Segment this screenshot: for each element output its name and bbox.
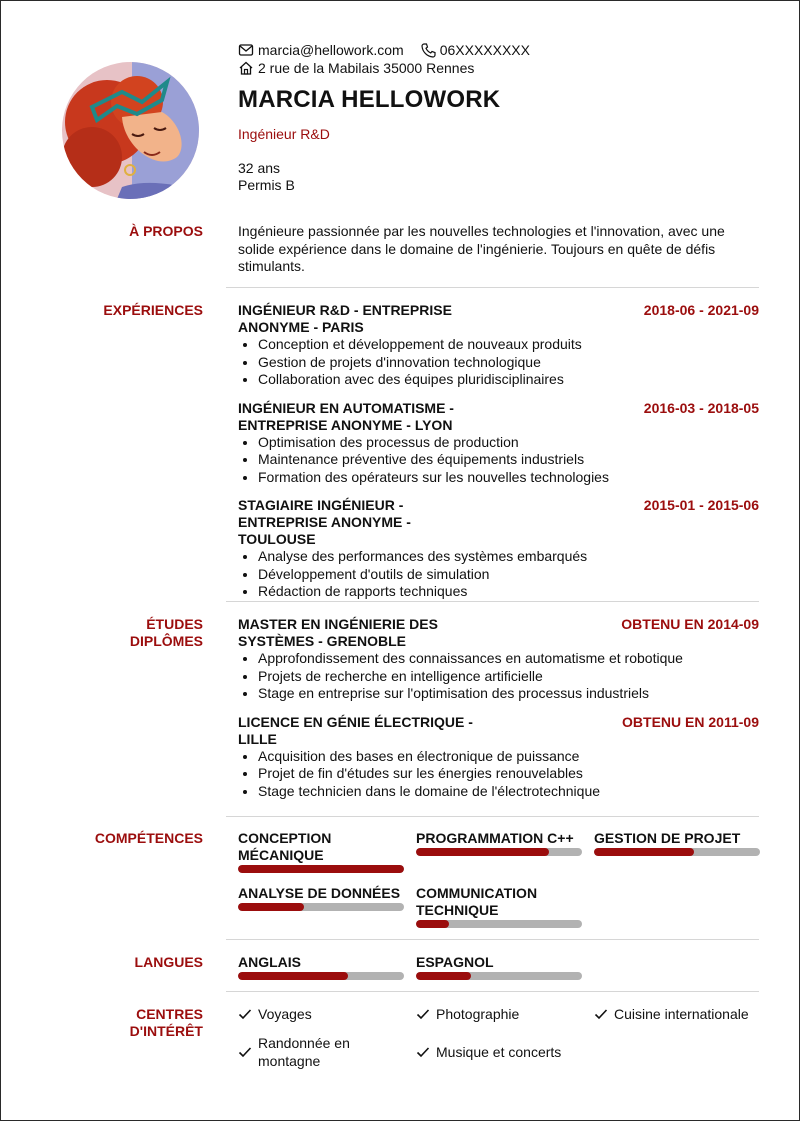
list-item: • Projets de recherche en intelligence artificielle	[258, 668, 759, 686]
skill-name: PROGRAMMATION C++	[416, 830, 574, 846]
skill-level-bar	[238, 865, 404, 873]
list-item: • Collaboration avec des équipes pluridisciplinaires	[258, 371, 759, 389]
list-item: • Stage technicien dans le domaine de l'électrotechnique	[258, 783, 759, 801]
skill-level-bar	[238, 903, 404, 911]
language-item	[416, 954, 582, 980]
list-item: • Approfondissement des connaissances en automatisme et robotique	[258, 650, 759, 668]
skill-level-bar	[416, 848, 582, 856]
interest-item	[238, 1005, 312, 1023]
mail-icon	[238, 42, 254, 58]
list-item: • Analyse des performances des systèmes embarqués	[258, 548, 759, 566]
skill-level-fill	[238, 903, 304, 911]
list-item: • Formation des opérateurs sur les nouvelles technologies	[258, 469, 759, 487]
education-title: MASTER EN INGÉNIERIE DES SYSTÈMES - GRENOBLE	[238, 616, 438, 649]
interest-label: Photographie	[436, 1006, 520, 1022]
skill-item	[594, 830, 760, 856]
experience-date: 2015-01 - 2015-06	[643, 497, 759, 513]
interest-label: Voyages	[258, 1006, 312, 1022]
skill-level-bar	[416, 920, 582, 928]
education-date: OBTENU EN 2014-09	[621, 616, 759, 632]
experiences-list	[238, 302, 759, 612]
education-entry	[238, 714, 759, 801]
skills-heading: COMPÉTENCES	[94, 830, 203, 846]
about-text: Ingénieure passionnée par les nouvelles technologies et l'innovation, avec une solide expérience dans le domaine de l'ingénierie. Toujours en quête de défis stimulants.	[238, 223, 725, 274]
experiences-heading: EXPÉRIENCES	[103, 302, 203, 318]
avatar-illustration	[62, 62, 199, 199]
skill-item	[416, 885, 582, 928]
address-text: 2 rue de la Mabilais 35000 Rennes	[258, 60, 475, 76]
phone-icon	[420, 42, 436, 58]
interests-heading-line2: D'INTÉRÊT	[129, 1023, 203, 1039]
education-heading-line1: ÉTUDES	[146, 616, 203, 632]
list-item: • Stage en entreprise sur l'optimisation des processus industriels	[258, 685, 759, 703]
list-item: • Acquisition des bases en électronique de puissance	[258, 748, 759, 766]
list-item: • Optimisation des processus de production	[258, 434, 759, 452]
about-heading: À PROPOS	[129, 223, 203, 239]
language-level-fill	[416, 972, 471, 980]
language-level-fill	[238, 972, 348, 980]
skill-name: ANALYSE DE DONNÉES	[238, 885, 401, 901]
experience-title: INGÉNIEUR EN AUTOMATISME - ENTREPRISE ANONYME - LYON	[238, 399, 454, 433]
list-item: • Rédaction de rapports techniques	[258, 583, 759, 601]
driving-license: Permis B	[238, 177, 295, 193]
address-row	[238, 60, 474, 76]
interest-item	[238, 1034, 378, 1070]
education-heading-line2: DIPLÔMES	[129, 633, 203, 649]
education-list	[238, 616, 759, 811]
avatar	[62, 62, 199, 199]
interest-item	[594, 1005, 749, 1023]
skill-level-bar	[594, 848, 760, 856]
interest-item	[416, 1043, 561, 1061]
experience-entry	[238, 400, 759, 487]
language-item	[238, 954, 404, 980]
skill-item	[238, 830, 404, 873]
interests-heading	[43, 1006, 203, 1040]
education-entry	[238, 616, 759, 703]
list-item: • Conception et développement de nouveaux produits	[258, 336, 759, 354]
check-icon	[416, 1045, 430, 1059]
interest-label: Cuisine internationale	[614, 1006, 749, 1022]
skill-level-fill	[416, 848, 549, 856]
divider	[226, 287, 759, 288]
check-icon	[238, 1045, 252, 1059]
language-level-bar	[238, 972, 404, 980]
interests-heading-line1: CENTRES	[136, 1006, 203, 1022]
language-name: ANGLAIS	[238, 954, 301, 970]
check-icon	[594, 1007, 608, 1021]
divider	[226, 939, 759, 940]
skill-item	[238, 885, 404, 911]
interest-label: Musique et concerts	[436, 1044, 562, 1060]
education-heading	[43, 616, 203, 650]
list-item: • Gestion de projets d'innovation technologique	[258, 354, 759, 372]
experience-title: STAGIAIRE INGÉNIEUR - ENTREPRISE ANONYME - TOULOUSE	[238, 497, 411, 547]
education-title: LICENCE EN GÉNIE ÉLECTRIQUE - LILLE	[238, 713, 473, 747]
experience-date: 2018-06 - 2021-09	[643, 302, 759, 318]
experience-entry	[238, 497, 759, 601]
list-item: • Projet de fin d'études sur les énergies renouvelables	[258, 765, 759, 783]
divider	[226, 991, 759, 992]
interest-label: Randonnée en montagne	[258, 1035, 350, 1069]
experience-date: 2016-03 - 2018-05	[643, 399, 759, 416]
home-icon	[238, 60, 254, 76]
skill-level-fill	[594, 848, 694, 856]
experience-entry	[238, 302, 759, 389]
phone-text[interactable]: 06XXXXXXXX	[439, 42, 530, 58]
check-icon	[416, 1007, 430, 1021]
divider	[226, 816, 759, 817]
skill-level-fill	[416, 920, 449, 928]
language-level-bar	[416, 972, 582, 980]
skill-name: GESTION DE PROJET	[594, 830, 741, 846]
list-item: • Maintenance préventive des équipements industriels	[258, 451, 759, 469]
divider	[226, 601, 759, 602]
candidate-name: MARCIA HELLOWORK	[238, 86, 501, 113]
experience-title: INGÉNIEUR R&D - ENTREPRISE ANONYME - PARIS	[238, 302, 452, 335]
contact-row	[238, 42, 530, 58]
skill-name: CONCEPTION MÉCANIQUE	[238, 830, 332, 863]
check-icon	[238, 1007, 252, 1021]
education-date: OBTENU EN 2011-09	[622, 713, 759, 730]
language-name: ESPAGNOL	[416, 954, 494, 970]
skill-name: COMMUNICATION TECHNIQUE	[416, 885, 538, 918]
job-title: Ingénieur R&D	[238, 126, 330, 142]
languages-heading: LANGUES	[134, 954, 203, 970]
skill-item	[416, 830, 582, 856]
email-text[interactable]: marcia@hellowork.com	[258, 42, 404, 58]
age: 32 ans	[238, 160, 281, 176]
skill-level-fill	[238, 865, 404, 873]
list-item: • Développement d'outils de simulation	[258, 566, 759, 584]
interest-item	[416, 1005, 519, 1023]
